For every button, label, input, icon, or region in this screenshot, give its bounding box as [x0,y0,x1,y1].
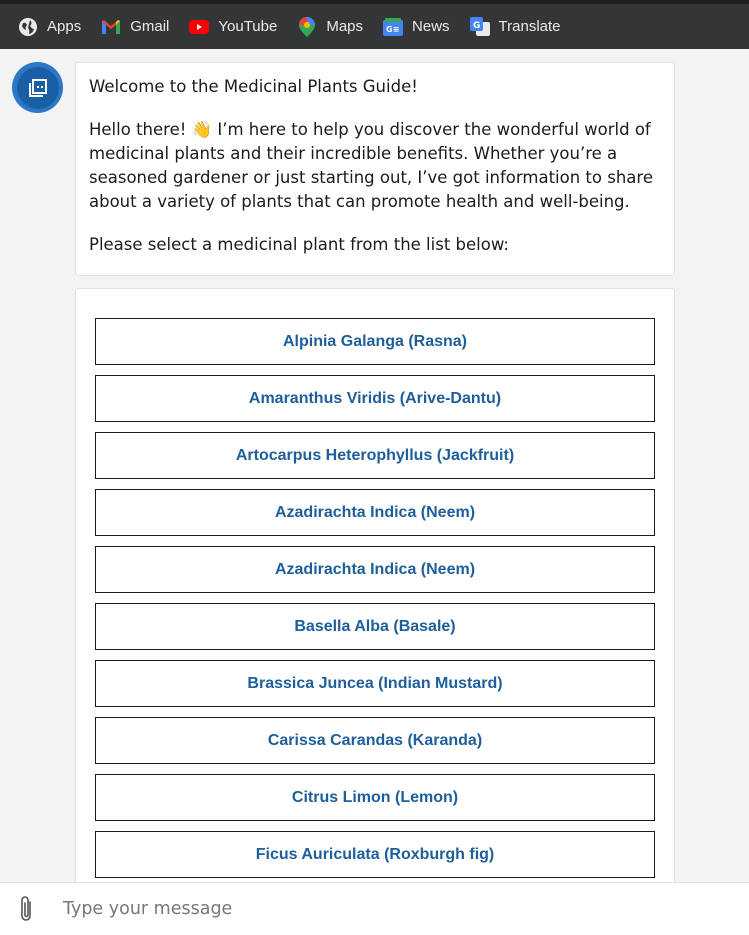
paperclip-icon[interactable] [15,894,37,924]
message-input[interactable] [63,899,683,919]
youtube-icon [189,17,209,37]
bookmark-translate[interactable] [470,17,561,37]
bookmark-label: News [412,18,450,35]
option-button[interactable]: Artocarpus Heterophyllus (Jackfruit) [95,432,655,479]
bot-avatar [12,62,63,113]
chat-transcript [0,49,749,882]
bookmark-maps[interactable] [297,17,363,37]
chatbot-icon [27,77,49,99]
bookmark-label: Translate [498,18,561,35]
welcome-text: Welcome to the Medicinal Plants Guide! [89,77,418,96]
bookmark-label: Apps [47,18,82,35]
option-button[interactable]: Ficus Auriculata (Roxburgh fig) [95,831,655,878]
svg-text:G: G [472,20,480,31]
option-button[interactable]: Citrus Limon (Lemon) [95,774,655,821]
option-button[interactable]: Azadirachta Indica (Neem) [95,489,655,536]
option-button[interactable]: Brassica Juncea (Indian Mustard) [95,660,655,707]
bookmark-gmail[interactable] [101,17,169,37]
bookmark-label: YouTube [218,18,278,35]
translate-icon [470,17,490,37]
bookmark-apps[interactable] [18,17,81,37]
bookmark-label: Maps [326,18,364,35]
gmail-icon [101,17,121,37]
intro-text: Hello there! 👋 I’m here to help you discover the wonderful world of medicinal plants and their incredible benefits. Whether you’re a seasoned gardener or just starting out, I’ve got information to share about a variety of plants that can promote health and well-being. [89,120,653,211]
svg-text:G≡: G≡ [386,24,400,34]
message-composer [0,882,749,935]
bookmarks-bar [0,0,749,49]
news-icon [383,17,403,37]
bookmark-label: Gmail [130,18,170,35]
plant-options-card [75,288,675,882]
option-button[interactable]: Carissa Carandas (Karanda) [95,717,655,764]
bot-message [75,62,675,276]
globe-icon [18,17,38,37]
maps-icon [297,17,317,37]
option-button[interactable]: Basella Alba (Basale) [95,603,655,650]
option-button[interactable]: Azadirachta Indica (Neem) [95,546,655,593]
option-button[interactable]: Amaranthus Viridis (Arive-Dantu) [95,375,655,422]
prompt-text: Please select a medicinal plant from the list below: [89,235,509,254]
bookmark-youtube[interactable] [189,17,277,37]
bookmark-news[interactable] [383,17,450,37]
option-button[interactable]: Alpinia Galanga (Rasna) [95,318,655,365]
